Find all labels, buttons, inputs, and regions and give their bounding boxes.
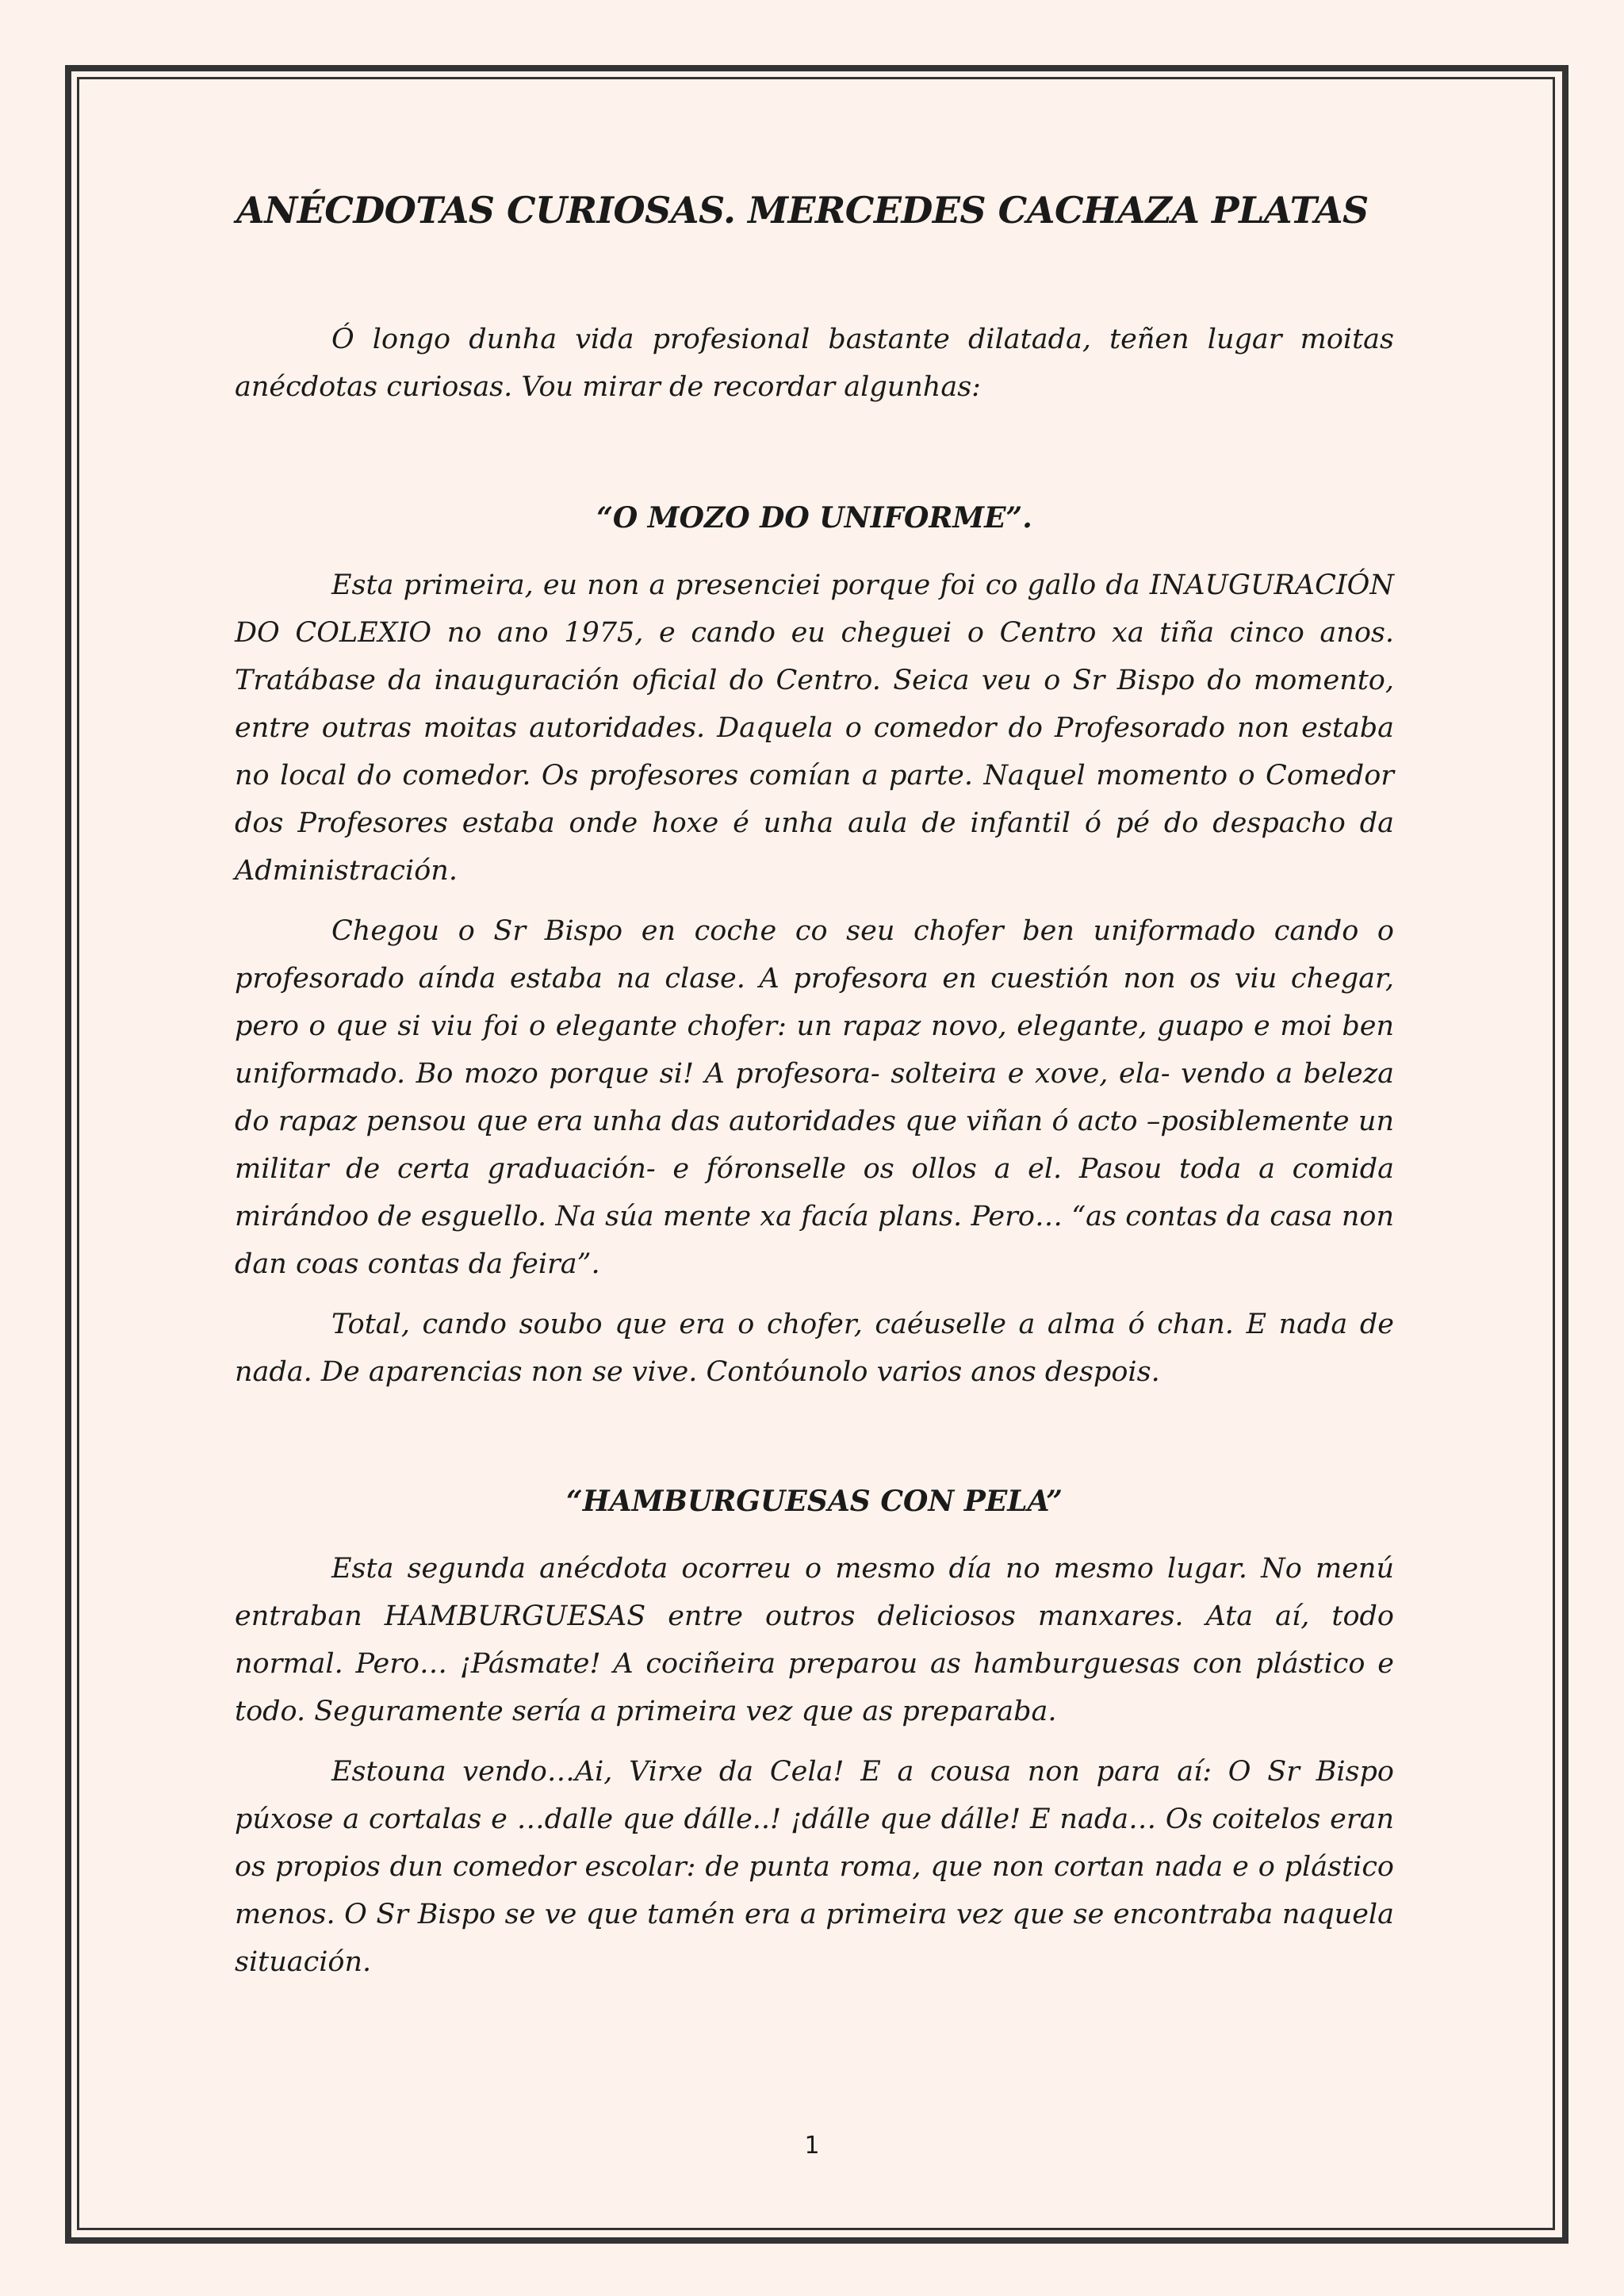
paragraph: Total, cando soubo que era o chofer, caéuselle a alma ó chan. E nada de nada. De aparencias non se vive. Contóunolo varios anos despois.	[235, 1309, 1394, 1388]
intro-paragraph: Ó longo dunha vida profesional bastante dilatada, teñen lugar moitas anécdotas curiosas. Vou mirar de recordar algunhas:	[235, 324, 1394, 403]
paragraph: Esta primeira, eu non a presenciei porque foi co gallo da INAUGURACIÓN DO COLEXIO no ano 1975, e cando eu cheguei o Centro xa tiña cinco anos. Tratábase da inauguración oficial do Centro. Seica veu o Sr Bispo do momento, entre outras moitas autoridades. Daquela o comedor do Profesorado non estaba no local do comedor. Os profesores comían a parte. Naquel momento o Comedor dos Profesores estaba onde hoxe é unha aula de infantil ó pé do despacho da Administración.	[235, 569, 1394, 887]
document-title: ANÉCDOTAS CURIOSAS. MERCEDES CACHAZA PLATAS	[236, 189, 1369, 232]
document-body	[235, 189, 1394, 1986]
section-title-hamburguesas: “HAMBURGUESAS CON PELA”	[566, 1485, 1063, 1518]
paragraph: Chegou o Sr Bispo en coche co seu chofer ben uniformado cando o profesorado aínda estaba na clase. A profesora en cuestión non os viu chegar, pero o que si viu foi o elegante chofer: un rapaz novo, elegante, guapo e moi ben uniformado. Bo mozo porque si! A profesora- solteira e xove, ela- vendo a beleza do rapaz pensou que era unha das autoridades que viñan ó acto –posiblemente un militar de certa graduación- e fóronselle os ollos a el. Pasou toda a comida mirándoo de esguello. Na súa mente xa facía plans. Pero… “as contas da casa non dan coas contas da feira”.	[235, 915, 1394, 1280]
paragraph: Estouna vendo…Ai, Virxe da Cela! E a cousa non para aí: O Sr Bispo púxose a cortalas e …dalle que dálle..! ¡dálle que dálle! E nada… Os coitelos eran os propios dun comedor escolar: de punta roma, que non cortan nada e o plástico menos. O Sr Bispo se ve que tamén era a primeira vez que se encontraba naquela situación.	[235, 1756, 1394, 1978]
page-number: 1	[804, 2132, 820, 2160]
section-title-uniforme: “O MOZO DO UNIFORME”.	[596, 501, 1032, 535]
paragraph: Esta segunda anécdota ocorreu o mesmo día no mesmo lugar. No menú entraban HAMBURGUESAS entre outros deliciosos manxares. Ata aí, todo normal. Pero… ¡Pásmate! A cociñeira preparou as hamburguesas con plástico e todo. Seguramente sería a primeira vez que as preparaba.	[235, 1553, 1394, 1727]
